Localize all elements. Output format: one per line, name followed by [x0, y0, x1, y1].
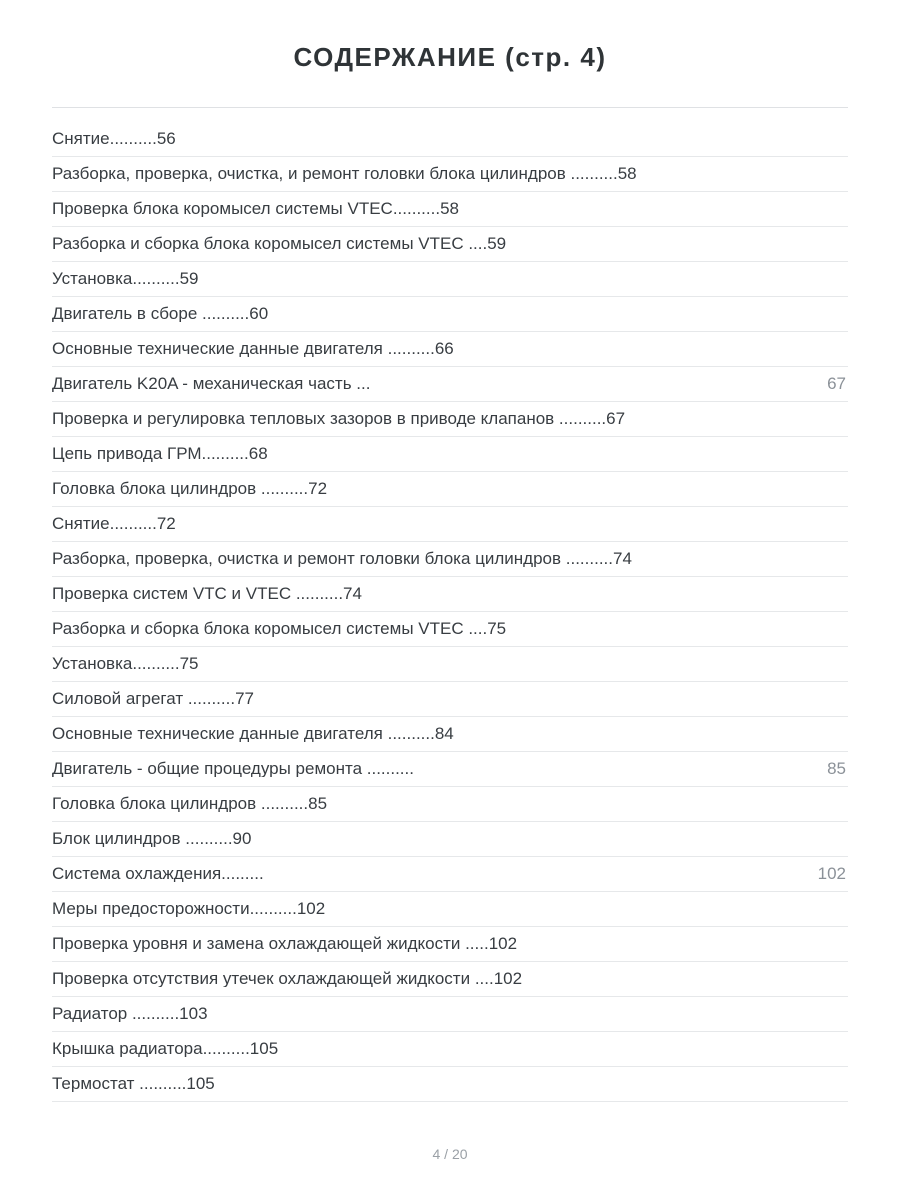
toc-entry-text: Проверка отсутствия утечек охлаждающей жидкости ....102 — [52, 970, 523, 987]
toc-row — [52, 122, 848, 157]
toc-row — [52, 682, 848, 717]
toc-entry-text: Основные технические данные двигателя ..........66 — [52, 340, 454, 357]
toc-entry-text: Разборка и сборка блока коромысел системы VTEC ....59 — [52, 235, 507, 252]
toc-row — [52, 402, 848, 437]
toc-entry-text: Проверка уровня и замена охлаждающей жидкости .....102 — [52, 935, 518, 952]
toc-row — [52, 717, 848, 752]
toc-row — [52, 857, 848, 892]
toc-entry-text: Меры предосторожности..........102 — [52, 900, 326, 917]
toc-row — [52, 1067, 848, 1102]
toc-entry-text: Установка..........75 — [52, 655, 199, 672]
toc-entry-text: Радиатор ..........103 — [52, 1005, 208, 1022]
toc-entry-text: Снятие..........72 — [52, 515, 176, 532]
toc-right-page-number: 85 — [827, 759, 846, 778]
toc-row — [52, 367, 848, 402]
toc-entry-text: Разборка, проверка, очистка, и ремонт головки блока цилиндров ..........58 — [52, 165, 637, 182]
toc-row — [52, 472, 848, 507]
toc-entry-text: Крышка радиатора..........105 — [52, 1040, 279, 1057]
toc-row — [52, 997, 848, 1032]
toc-row — [52, 927, 848, 962]
toc-entry-text: Силовой агрегат ..........77 — [52, 690, 254, 707]
toc-entry-text: Двигатель в сборе ..........60 — [52, 305, 269, 322]
toc-entry-text: Основные технические данные двигателя ..........84 — [52, 725, 454, 742]
toc-row — [52, 227, 848, 262]
toc-list — [52, 122, 848, 1102]
toc-row — [52, 962, 848, 997]
toc-row — [52, 822, 848, 857]
toc-row — [52, 1032, 848, 1067]
toc-entry-text: Блок цилиндров ..........90 — [52, 830, 252, 847]
toc-row — [52, 752, 848, 787]
toc-entry-text: Проверка систем VTC и VTEC ..........74 — [52, 585, 362, 602]
title-divider — [52, 107, 848, 108]
toc-entry-text: Разборка, проверка, очистка и ремонт головки блока цилиндров ..........74 — [52, 550, 632, 567]
toc-row — [52, 437, 848, 472]
toc-row — [52, 262, 848, 297]
toc-row — [52, 542, 848, 577]
toc-row — [52, 157, 848, 192]
toc-entry-text: Разборка и сборка блока коромысел системы VTEC ....75 — [52, 620, 507, 637]
toc-entry-text: Головка блока цилиндров ..........85 — [52, 795, 328, 812]
toc-row — [52, 507, 848, 542]
toc-row — [52, 577, 848, 612]
toc-row — [52, 332, 848, 367]
toc-entry-text: Снятие..........56 — [52, 130, 176, 147]
toc-entry-text: Двигатель K20A - механическая часть ... — [52, 375, 371, 392]
toc-entry-text: Система охлаждения......... — [52, 865, 264, 882]
page-number-footer: 4 / 20 — [432, 1146, 468, 1162]
toc-right-page-number: 67 — [827, 374, 846, 393]
toc-row — [52, 647, 848, 682]
toc-row — [52, 297, 848, 332]
toc-entry-text: Двигатель - общие процедуры ремонта .......... — [52, 760, 414, 777]
toc-row — [52, 892, 848, 927]
toc-entry-text: Цепь привода ГРМ..........68 — [52, 445, 268, 462]
toc-right-page-number: 102 — [817, 864, 846, 883]
page-title: СОДЕРЖАНИЕ (стр. 4) — [293, 42, 607, 72]
toc-row — [52, 787, 848, 822]
toc-entry-text: Установка..........59 — [52, 270, 199, 287]
toc-entry-text: Термостат ..........105 — [52, 1075, 215, 1092]
toc-row — [52, 612, 848, 647]
toc-row — [52, 192, 848, 227]
toc-entry-text: Головка блока цилиндров ..........72 — [52, 480, 328, 497]
toc-entry-text: Проверка и регулировка тепловых зазоров в приводе клапанов ..........67 — [52, 410, 626, 427]
toc-entry-text: Проверка блока коромысел системы VTEC..........58 — [52, 200, 459, 217]
